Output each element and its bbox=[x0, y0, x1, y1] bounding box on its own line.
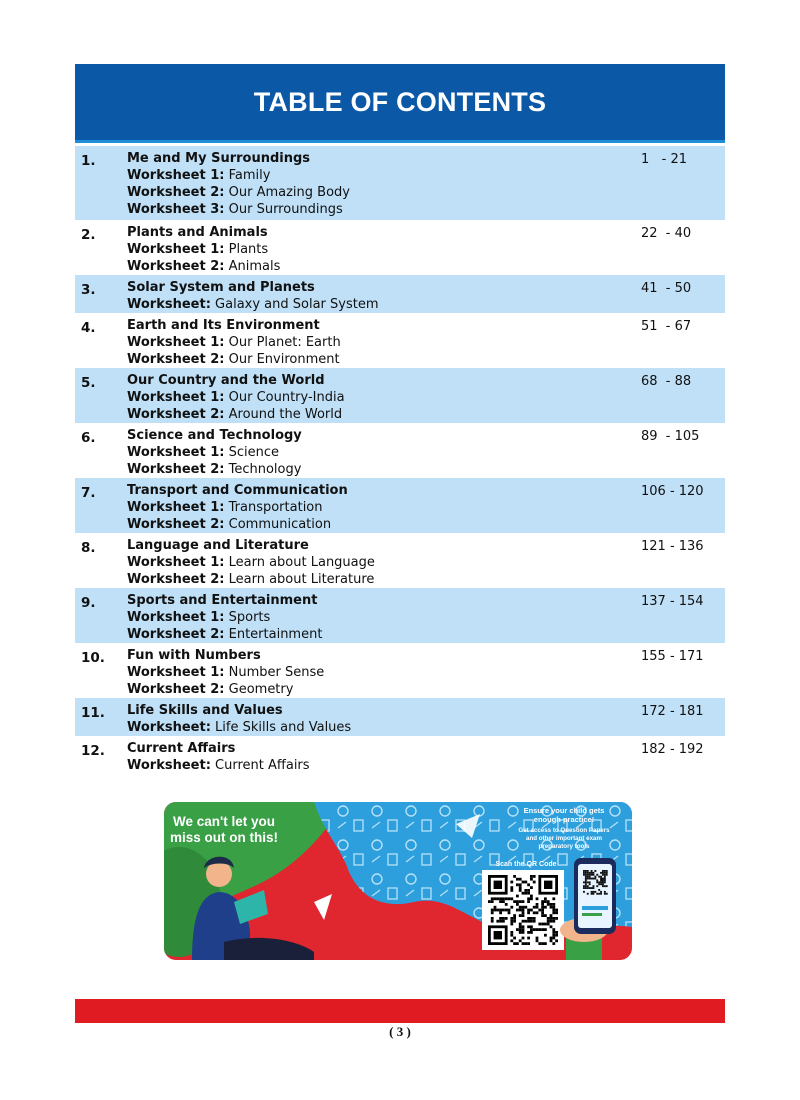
page-range: 68 - 88 bbox=[641, 373, 692, 389]
worksheet-label: Worksheet: bbox=[127, 296, 211, 312]
chapter-title[interactable]: Transport and Communication bbox=[127, 482, 348, 498]
chapter-title[interactable]: Science and Technology bbox=[127, 427, 302, 443]
chapter-title[interactable]: Plants and Animals bbox=[127, 224, 268, 240]
chapter-title[interactable]: Solar System and Planets bbox=[127, 279, 315, 295]
toc-row[interactable] bbox=[75, 146, 725, 220]
toc-row[interactable] bbox=[75, 313, 725, 368]
qr-code[interactable] bbox=[482, 870, 564, 950]
worksheet-name: Our Country-India bbox=[228, 389, 345, 405]
worksheet-label: Worksheet 1: bbox=[127, 389, 225, 405]
worksheet-name: Current Affairs bbox=[215, 757, 310, 773]
page-range: 155 - 171 bbox=[641, 648, 704, 664]
worksheet-name: Family bbox=[228, 167, 271, 183]
banner-promo-2: enough practice! bbox=[533, 815, 595, 824]
chapter-number: 6. bbox=[81, 429, 96, 446]
page-range: 106 - 120 bbox=[641, 483, 704, 499]
chapter-number: 10. bbox=[81, 649, 105, 666]
chapter-number: 12. bbox=[81, 742, 105, 759]
chapter-number: 8. bbox=[81, 539, 96, 556]
toc-row[interactable] bbox=[75, 588, 725, 643]
banner-promo-3: Get access to Question Papers bbox=[518, 827, 610, 834]
chapter-number: 7. bbox=[81, 484, 96, 501]
chapter-title[interactable]: Earth and Its Environment bbox=[127, 317, 320, 333]
chapter-title[interactable]: Language and Literature bbox=[127, 537, 309, 553]
worksheet-label: Worksheet 2: bbox=[127, 352, 225, 368]
worksheet-label: Worksheet 1: bbox=[127, 167, 225, 183]
worksheet-item[interactable] bbox=[127, 681, 725, 698]
worksheet-label: Worksheet 1: bbox=[127, 241, 225, 257]
page-range: 41 - 50 bbox=[641, 280, 692, 296]
worksheet-name: Entertainment bbox=[228, 627, 323, 643]
chapter-number: 3. bbox=[81, 281, 96, 298]
chapter-title[interactable]: Me and My Surroundings bbox=[127, 150, 311, 166]
toc-row[interactable] bbox=[75, 643, 725, 698]
worksheet-item[interactable] bbox=[127, 719, 725, 736]
worksheet-item[interactable] bbox=[127, 499, 725, 516]
toc-row[interactable] bbox=[75, 478, 725, 533]
worksheet-name: Our Amazing Body bbox=[228, 185, 350, 201]
worksheet-item[interactable] bbox=[127, 461, 725, 478]
worksheet-label: Worksheet 2: bbox=[127, 462, 225, 478]
worksheet-name: Our Environment bbox=[228, 352, 340, 368]
chapter-number: 11. bbox=[81, 704, 105, 721]
worksheet-name: Communication bbox=[228, 517, 332, 533]
worksheet-label: Worksheet 2: bbox=[127, 259, 225, 275]
worksheet-label: Worksheet 2: bbox=[127, 407, 225, 423]
chapter-number: 5. bbox=[81, 374, 96, 391]
page-range: 121 - 136 bbox=[641, 538, 704, 554]
worksheet-item[interactable] bbox=[127, 389, 725, 406]
chapter-number: 9. bbox=[81, 594, 96, 611]
worksheet-name: Life Skills and Values bbox=[215, 719, 352, 735]
banner-headline-1: We can't let you bbox=[173, 814, 275, 829]
worksheet-name: Learn about Language bbox=[228, 554, 375, 570]
table-of-contents bbox=[75, 146, 725, 774]
qr-label: Scan the QR Code bbox=[495, 861, 557, 868]
worksheet-label: Worksheet 1: bbox=[127, 609, 225, 625]
worksheet-item[interactable] bbox=[127, 757, 725, 774]
page-range: 51 - 67 bbox=[641, 318, 692, 334]
footer-bar bbox=[75, 999, 725, 1023]
chapter-number: 4. bbox=[81, 319, 96, 336]
chapter-title[interactable]: Fun with Numbers bbox=[127, 647, 261, 663]
toc-row[interactable] bbox=[75, 736, 725, 774]
worksheet-label: Worksheet 2: bbox=[127, 517, 225, 533]
worksheet-label: Worksheet 1: bbox=[127, 334, 225, 350]
worksheet-name: Science bbox=[228, 444, 280, 460]
worksheet-label: Worksheet 2: bbox=[127, 572, 225, 588]
worksheet-item[interactable] bbox=[127, 201, 725, 218]
toc-row[interactable] bbox=[75, 698, 725, 736]
toc-row[interactable] bbox=[75, 423, 725, 478]
worksheet-name: Geometry bbox=[228, 682, 294, 698]
worksheet-name: Galaxy and Solar System bbox=[215, 296, 379, 312]
worksheet-item[interactable] bbox=[127, 258, 725, 275]
worksheet-item[interactable] bbox=[127, 571, 725, 588]
chapter-title[interactable]: Current Affairs bbox=[127, 740, 236, 756]
worksheet-item[interactable] bbox=[127, 296, 725, 313]
worksheet-label: Worksheet 3: bbox=[127, 202, 225, 218]
worksheet-item[interactable] bbox=[127, 664, 725, 681]
worksheet-item[interactable] bbox=[127, 167, 725, 184]
worksheet-item[interactable] bbox=[127, 334, 725, 351]
worksheet-name: Number Sense bbox=[228, 664, 325, 680]
toc-row[interactable] bbox=[75, 533, 725, 588]
banner-headline-2: miss out on this! bbox=[170, 830, 278, 845]
worksheet-name: Animals bbox=[228, 259, 281, 275]
chapter-title[interactable]: Our Country and the World bbox=[127, 372, 325, 388]
worksheet-name: Our Planet: Earth bbox=[228, 334, 341, 350]
worksheet-item[interactable] bbox=[127, 444, 725, 461]
worksheet-label: Worksheet: bbox=[127, 757, 211, 773]
worksheet-name: Learn about Literature bbox=[228, 572, 375, 588]
worksheet-name: Sports bbox=[228, 609, 271, 625]
worksheet-item[interactable] bbox=[127, 609, 725, 626]
toc-row[interactable] bbox=[75, 368, 725, 423]
worksheet-label: Worksheet 1: bbox=[127, 554, 225, 570]
chapter-number: 2. bbox=[81, 226, 96, 243]
worksheet-label: Worksheet 2: bbox=[127, 682, 225, 698]
chapter-number: 1. bbox=[81, 152, 96, 169]
worksheet-item[interactable] bbox=[127, 241, 725, 258]
worksheet-label: Worksheet 1: bbox=[127, 664, 225, 680]
worksheet-item[interactable] bbox=[127, 184, 725, 201]
banner-promo-4: and other important exam bbox=[526, 835, 602, 842]
chapter-title[interactable]: Sports and Entertainment bbox=[127, 592, 318, 608]
worksheet-name: Our Surroundings bbox=[228, 202, 343, 218]
worksheet-name: Plants bbox=[228, 241, 269, 257]
worksheet-label: Worksheet 1: bbox=[127, 499, 225, 515]
worksheet-name: Technology bbox=[228, 462, 302, 478]
worksheet-item[interactable] bbox=[127, 406, 725, 423]
promo-banner[interactable] bbox=[164, 802, 632, 960]
worksheet-label: Worksheet 2: bbox=[127, 627, 225, 643]
worksheet-item[interactable] bbox=[127, 554, 725, 571]
toc-header bbox=[75, 64, 725, 143]
banner-promo-5: preparatory tools bbox=[538, 843, 590, 850]
worksheet-item[interactable] bbox=[127, 351, 725, 368]
banner-promo-1: Ensure your child gets bbox=[523, 806, 605, 815]
page-title: TABLE OF CONTENTS bbox=[253, 86, 547, 117]
worksheet-label: Worksheet 1: bbox=[127, 444, 225, 460]
page-range: 182 - 192 bbox=[641, 741, 704, 757]
worksheet-name: Around the World bbox=[228, 407, 343, 423]
page-number: ( 3 ) bbox=[389, 1024, 411, 1039]
page-range: 137 - 154 bbox=[641, 593, 704, 609]
page-range: 89 - 105 bbox=[641, 428, 700, 444]
worksheet-name: Transportation bbox=[228, 499, 323, 515]
worksheet-item[interactable] bbox=[127, 626, 725, 643]
worksheet-label: Worksheet: bbox=[127, 719, 211, 735]
page-range: 22 - 40 bbox=[641, 225, 692, 241]
page-range: 172 - 181 bbox=[641, 703, 704, 719]
toc-row[interactable] bbox=[75, 220, 725, 275]
worksheet-label: Worksheet 2: bbox=[127, 185, 225, 201]
page-range: 1 - 21 bbox=[641, 151, 688, 167]
chapter-title[interactable]: Life Skills and Values bbox=[127, 702, 283, 718]
worksheet-item[interactable] bbox=[127, 516, 725, 533]
toc-row[interactable] bbox=[75, 275, 725, 313]
